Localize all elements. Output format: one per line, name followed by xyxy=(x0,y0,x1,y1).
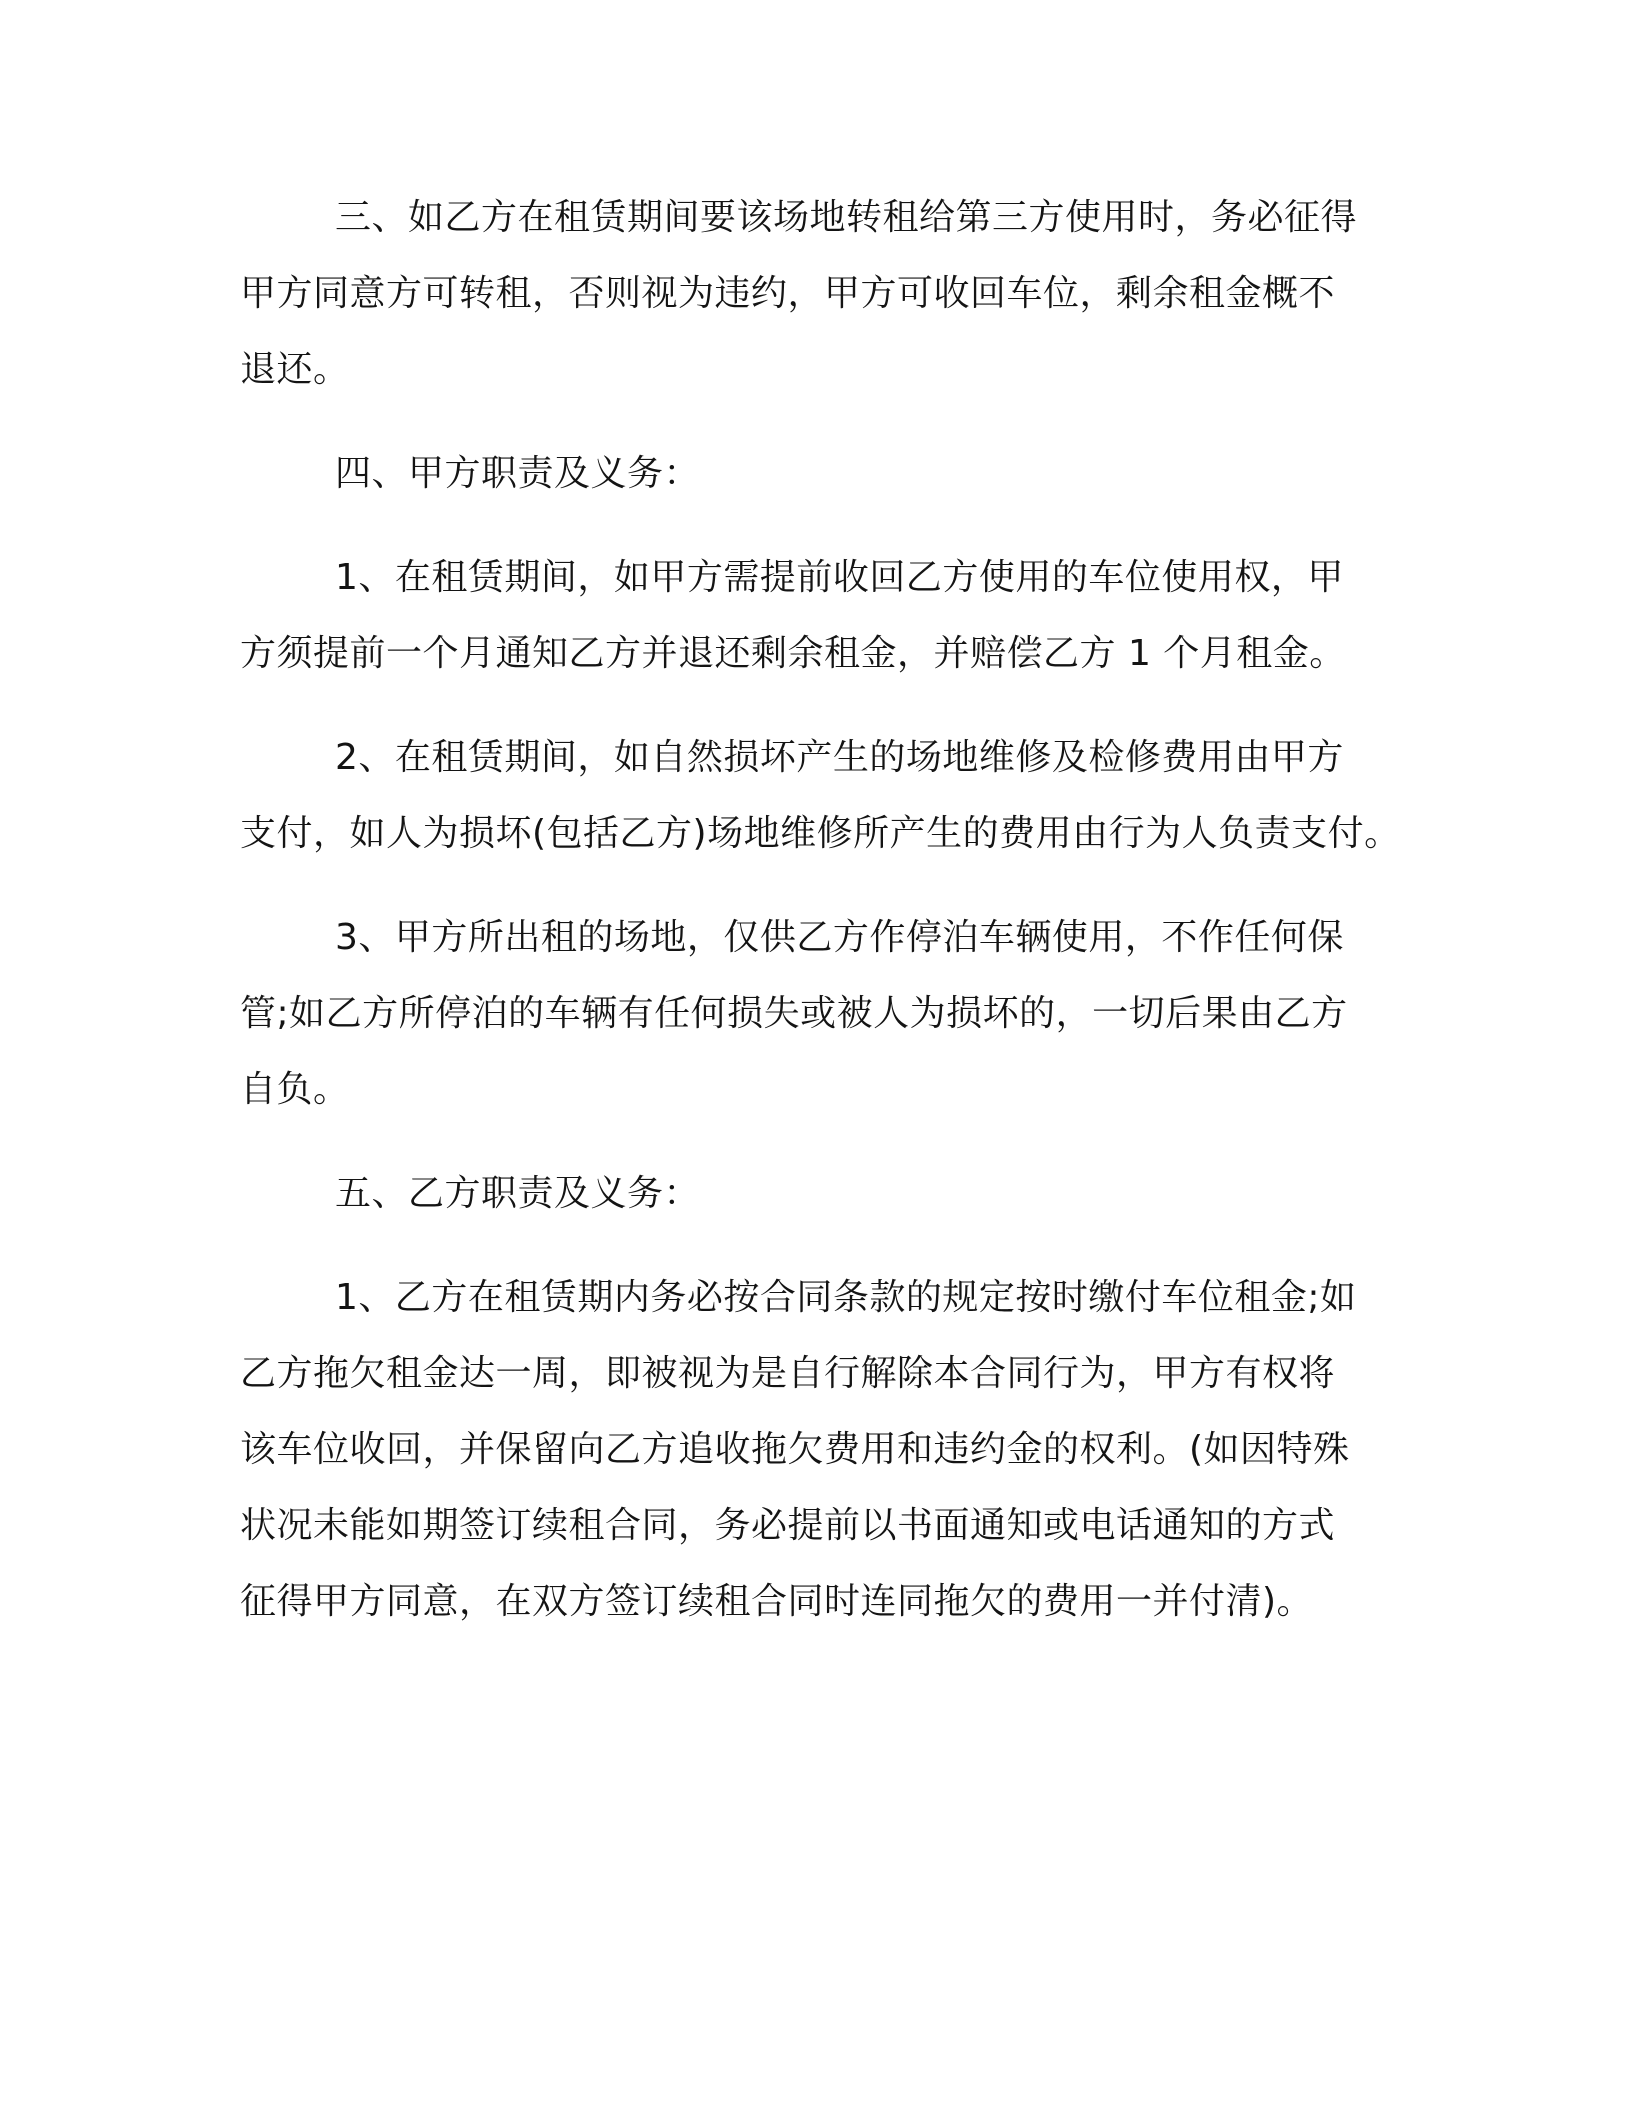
section4-item3-line2: 管;如乙方所停泊的车辆有任何损失或被人为损坏的，一切后果由乙方 xyxy=(240,993,1348,1034)
section4-item1-line1: 1、在租赁期间，如甲方需提前收回乙方使用的车位使用权，甲 xyxy=(335,557,1344,598)
section4-item1-line2: 方须提前一个月通知乙方并退还剩余租金，并赔偿乙方 1 个月租金。 xyxy=(240,633,1346,674)
section3-line2: 甲方同意方可转租，否则视为违约，甲方可收回车位，剩余租金概不 xyxy=(240,273,1336,314)
section3-line1: 三、如乙方在租赁期间要该场地转租给第三方使用时，务必征得 xyxy=(335,197,1358,238)
section4-item2-line2: 支付，如人为损坏(包括乙方)场地维修所产生的费用由行为人负责支付。 xyxy=(240,813,1401,854)
section5-item1-line4: 状况未能如期签订续租合同，务必提前以书面通知或电话通知的方式 xyxy=(240,1505,1336,1546)
section4-heading: 四、甲方职责及义务： xyxy=(335,453,701,494)
section5-heading: 五、乙方职责及义务： xyxy=(335,1173,701,1214)
section5-item1-line5: 征得甲方同意，在双方签订续租合同时连同拖欠的费用一并付清)。 xyxy=(240,1581,1314,1622)
section3-line3: 退还。 xyxy=(240,349,350,390)
section4-item2-line1: 2、在租赁期间，如自然损坏产生的场地维修及检修费用由甲方 xyxy=(335,737,1344,778)
section5-item1-line1: 1、乙方在租赁期内务必按合同条款的规定按时缴付车位租金;如 xyxy=(335,1277,1357,1318)
section4-item3-line3: 自负。 xyxy=(240,1069,350,1110)
section5-item1-line3: 该车位收回，并保留向乙方追收拖欠费用和违约金的权利。(如因特殊 xyxy=(240,1429,1350,1470)
section5-item1-line2: 乙方拖欠租金达一周，即被视为是自行解除本合同行为，甲方有权将 xyxy=(240,1353,1336,1394)
section4-item3-line1: 3、甲方所出租的场地，仅供乙方作停泊车辆使用，不作任何保 xyxy=(335,917,1344,958)
